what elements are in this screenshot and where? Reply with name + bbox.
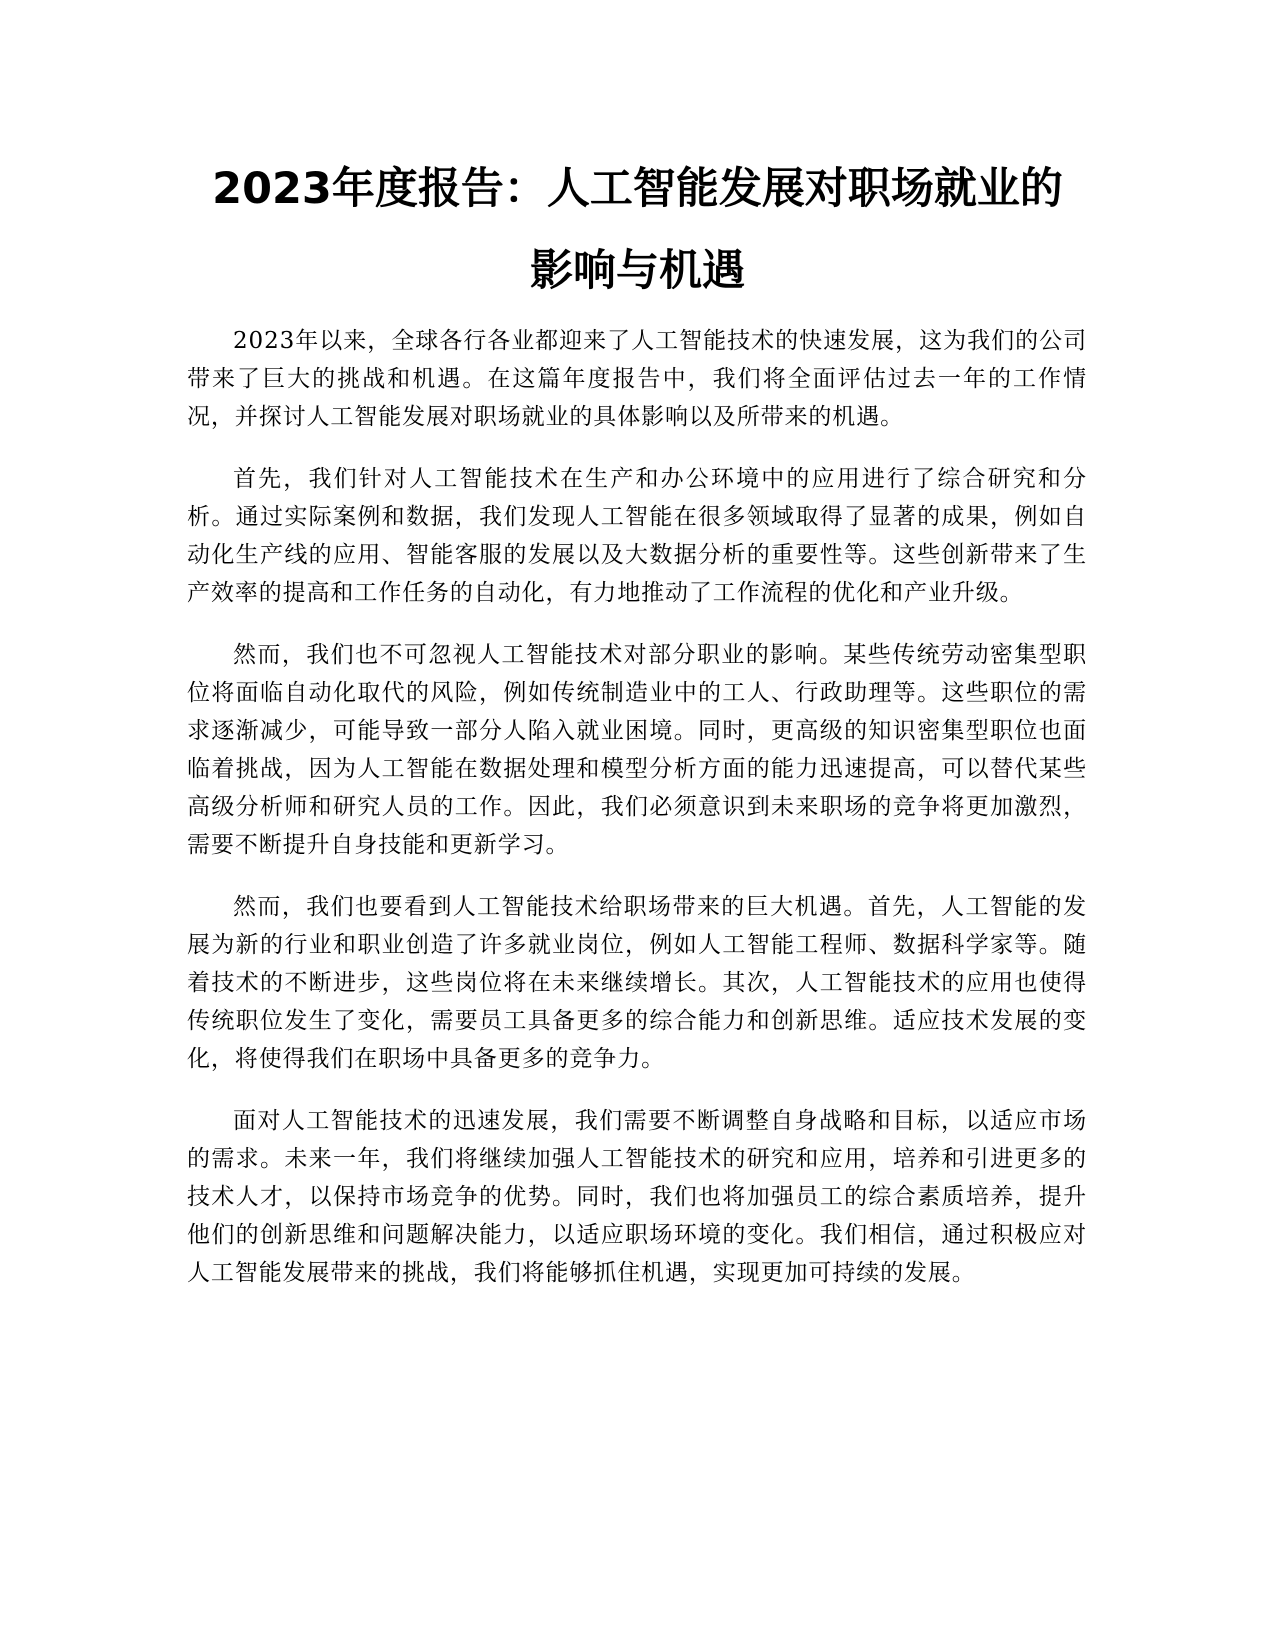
paragraph-1: 2023年以来，全球各行各业都迎来了人工智能技术的快速发展，这为我们的公司带来了巨大的挑战和机遇。在这篇年度报告中，我们将全面评估过去一年的工作情况，并探讨人工智能发展对职场就业的具体影响以及所带来的机遇。 (187, 328, 1087, 430)
document-body (187, 322, 1087, 1316)
paragraph-2: 首先，我们针对人工智能技术在生产和办公环境中的应用进行了综合研究和分析。通过实际案例和数据，我们发现人工智能在很多领域取得了显著的成果，例如自动化生产线的应用、智能客服的发展以及大数据分析的重要性等。这些创新带来了生产效率的提高和工作任务的自动化，有力地推动了工作流程的优化和产业升级。 (187, 466, 1087, 606)
paragraph-4: 然而，我们也要看到人工智能技术给职场带来的巨大机遇。首先，人工智能的发展为新的行业和职业创造了许多就业岗位，例如人工智能工程师、数据科学家等。随着技术的不断进步，这些岗位将在未来继续增长。其次，人工智能技术的应用也使得传统职位发生了变化，需要员工具备更多的综合能力和创新思维。适应技术发展的变化，将使得我们在职场中具备更多的竞争力。 (187, 894, 1087, 1072)
document-title-line-2: 影响与机遇 (530, 246, 745, 296)
paragraph-5: 面对人工智能技术的迅速发展，我们需要不断调整自身战略和目标，以适应市场的需求。未来一年，我们将继续加强人工智能技术的研究和应用，培养和引进更多的技术人才，以保持市场竞争的优势。同时，我们也将加强员工的综合素质培养，提升他们的创新思维和问题解决能力，以适应职场环境的变化。我们相信，通过积极应对人工智能发展带来的挑战，我们将能够抓住机遇，实现更加可持续的发展。 (187, 1108, 1087, 1286)
document-title (150, 148, 1125, 312)
paragraph-3: 然而，我们也不可忽视人工智能技术对部分职业的影响。某些传统劳动密集型职位将面临自动化取代的风险，例如传统制造业中的工人、行政助理等。这些职位的需求逐渐减少，可能导致一部分人陷入就业困境。同时，更高级的知识密集型职位也面临着挑战，因为人工智能在数据处理和模型分析方面的能力迅速提高，可以替代某些高级分析师和研究人员的工作。因此，我们必须意识到未来职场的竞争将更加激烈，需要不断提升自身技能和更新学习。 (187, 642, 1087, 858)
document-title-line-1: 2023年度报告：人工智能发展对职场就业的 (212, 164, 1063, 214)
